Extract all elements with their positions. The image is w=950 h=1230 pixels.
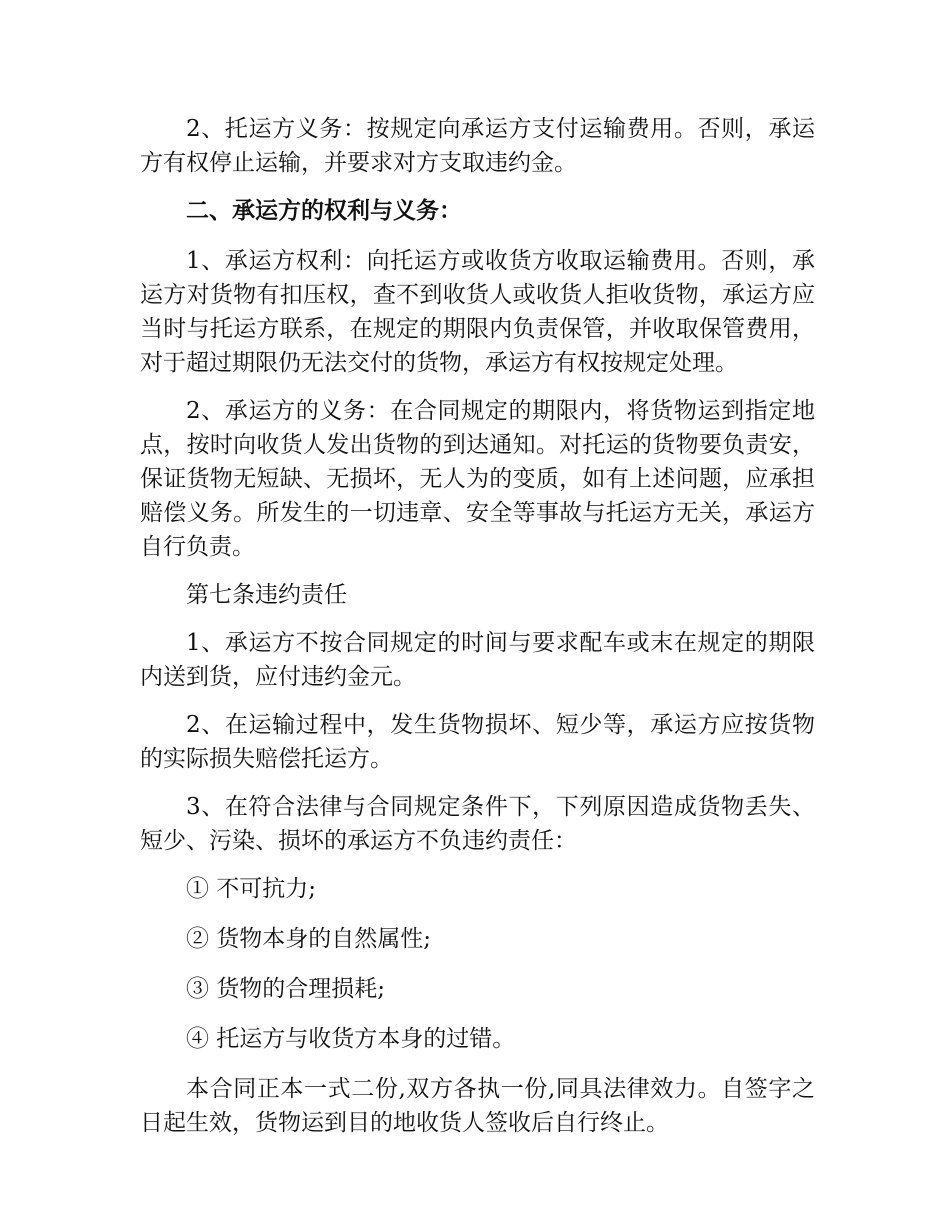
exemption-item: ③ 货物的合理损耗; xyxy=(186,976,386,1002)
section-heading-carrier: 二、承运方的权利与义务： xyxy=(186,197,462,224)
exemption-item: ① 不可抗力; xyxy=(186,876,317,902)
article-seven-title: 第七条违约责任 xyxy=(186,582,347,608)
exemption-item: ② 货物本身的自然属性; xyxy=(186,926,432,952)
paragraph-carrier-duties: 2、承运方的义务：在合同规定的期限内，将货物运到指定地点，按时向收货人发出货物的到达通知。对托运的货物要负责安，保证货物无短缺、无损坏，无人为的变质，如有上述问题，应承担赔偿义务。所发生的一切违章、安全等事故与托运方无关，承运方自行负责。 xyxy=(140,398,815,560)
paragraph-breach-1: 1、承运方不按合同规定的时间与要求配车或末在规定的期限内送到货，应付违约金元。 xyxy=(140,630,815,690)
exemption-item: ④ 托运方与收货方本身的过错。 xyxy=(186,1026,516,1052)
paragraph-closing: 本合同正本一式二份,双方各执一份,同具法律效力。自签字之日起生效，货物运到目的地收货人签收后自行终止。 xyxy=(140,1076,815,1136)
paragraph-breach-2: 2、在运输过程中，发生货物损坏、短少等，承运方应按货物的实际损失赔偿托运方。 xyxy=(140,712,815,772)
paragraph-carrier-rights: 1、承运方权利：向托运方或收货方收取运输费用。否则，承运方对货物有扣压权，查不到收货人或收货人拒收货物，承运方应当时与托运方联系，在规定的期限内负责保管，并收取保管费用，对于超过期限仍无法交付的货物，承运方有权按规定处理。 xyxy=(140,248,815,376)
paragraph-breach-3: 3、在符合法律与合同规定条件下，下列原因造成货物丢失、短少、污染、损坏的承运方不负违约责任： xyxy=(140,794,815,854)
paragraph-shipper-duty: 2、托运方义务：按规定向承运方支付运输费用。否则，承运方有权停止运输，并要求对方支取违约金。 xyxy=(140,116,815,176)
document-body xyxy=(140,112,815,1154)
